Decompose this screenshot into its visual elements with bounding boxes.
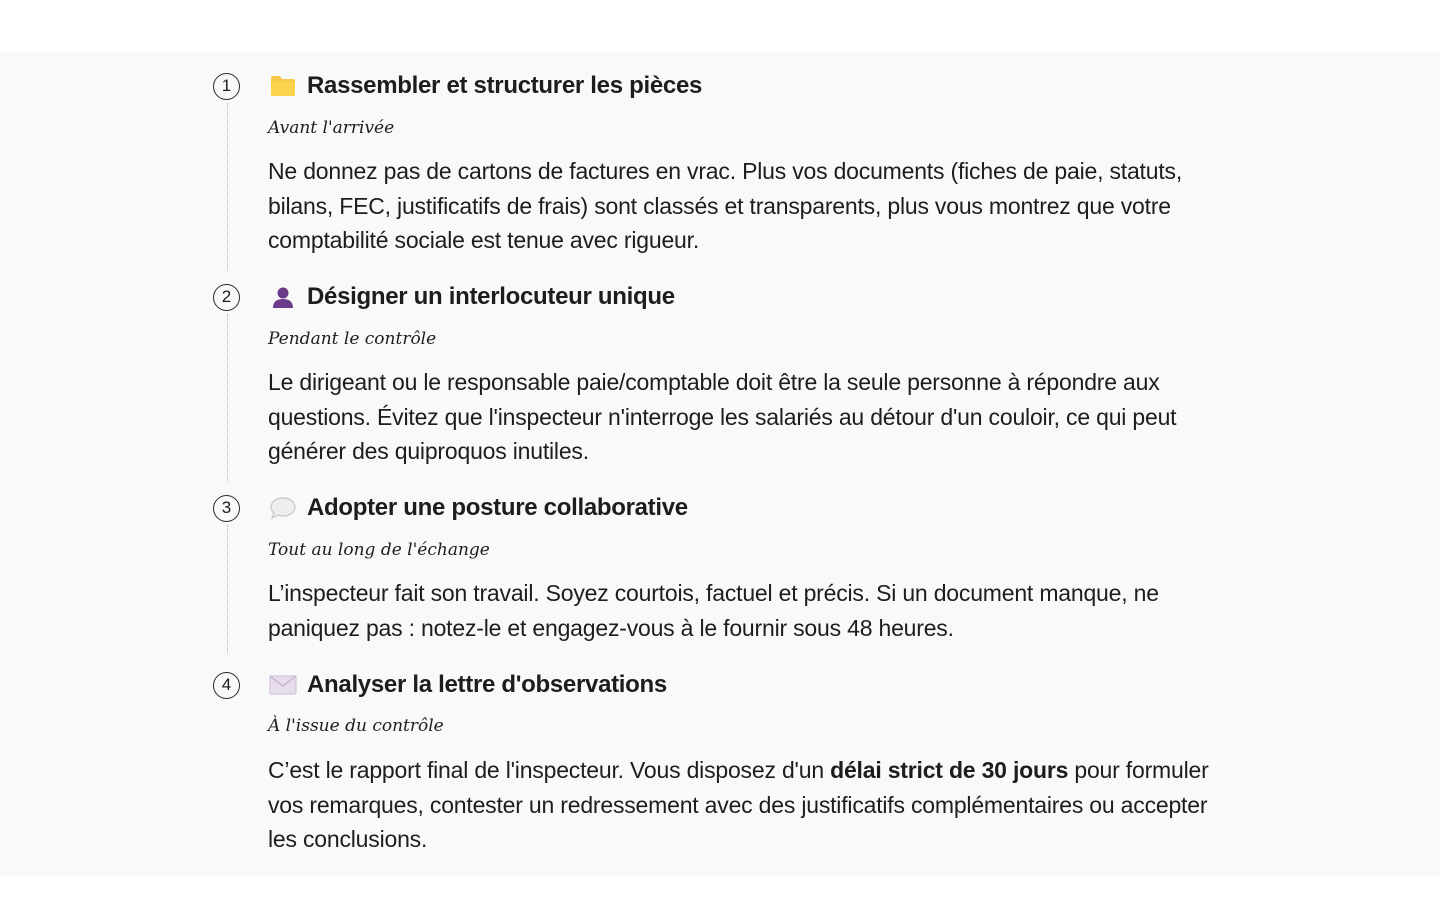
step-header <box>268 71 702 101</box>
body-text: C’est le rapport final de l'inspecteur. Vous disposez d'un <box>268 757 831 783</box>
deadline-highlight: délai strict de 30 jours <box>830 757 1069 783</box>
step-header <box>268 282 675 312</box>
step-subtitle: À l'issue du contrôle <box>268 716 444 736</box>
envelope-icon <box>268 672 298 698</box>
step-header <box>268 493 688 523</box>
step-subtitle: Pendant le contrôle <box>268 329 437 349</box>
timeline-connector <box>227 103 228 271</box>
step-body: Ne donnez pas de cartons de factures en vrac. Plus vos documents (fiches de paie, statuts, bilans, FEC, justificatifs de frais) sont classés et transparents, plus vous montrez que votre comptabilité sociale est tenue avec rigueur. <box>268 158 1183 253</box>
step-title: Analyser la lettre d'observations <box>307 671 667 698</box>
step-title: Rassembler et structurer les pièces <box>307 72 703 99</box>
speech-bubble-icon <box>268 495 298 521</box>
step-body <box>268 753 1233 857</box>
person-icon <box>268 284 298 310</box>
timeline-connector <box>227 314 228 482</box>
step-2 <box>213 284 1223 484</box>
folder-icon <box>268 73 298 99</box>
step-title: Désigner un interlocuteur unique <box>307 283 675 310</box>
step-4 <box>213 672 1223 862</box>
timeline-connector <box>227 525 228 653</box>
step-number-badge: 4 <box>213 672 240 699</box>
step-number-badge: 3 <box>213 495 240 522</box>
step-subtitle: Avant l'arrivée <box>268 118 395 138</box>
step-body: L’inspecteur fait son travail. Soyez courtois, factuel et précis. Si un document manque, ne paniquez pas : notez-le et engagez-vous à le fournir sous 48 heures. <box>268 580 1159 641</box>
step-number-badge: 1 <box>213 73 240 100</box>
step-3 <box>213 495 1223 655</box>
step-subtitle: Tout au long de l'échange <box>268 540 490 560</box>
step-header <box>268 670 667 700</box>
step-1 <box>213 73 1223 273</box>
step-number-badge: 2 <box>213 284 240 311</box>
step-title: Adopter une posture collaborative <box>307 494 688 521</box>
body-text: pour formuler vos remarques, contester un redressement avec des justificatifs complémentaires ou accepter les conclusions. <box>268 757 1209 852</box>
step-body: Le dirigeant ou le responsable paie/comptable doit être la seule personne à répondre aux questions. Évitez que l'inspecteur n'interroge les salariés au détour d'un couloir, ce qui peut générer des quiproquos inutiles. <box>268 369 1177 464</box>
